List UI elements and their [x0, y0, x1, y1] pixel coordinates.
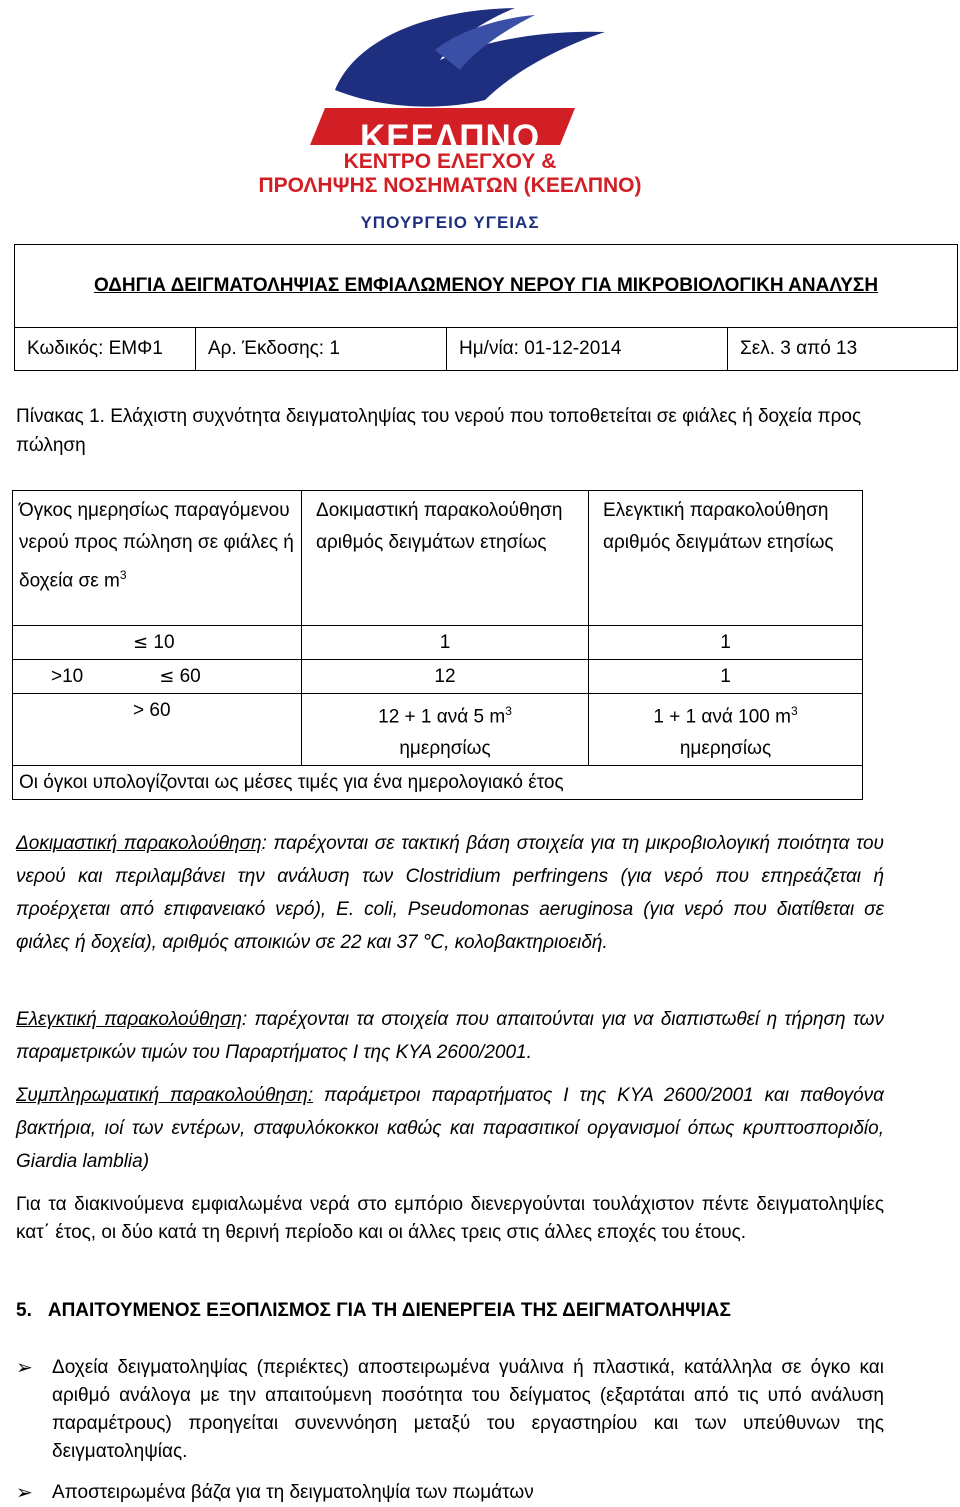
volume-cell [13, 694, 302, 766]
document-title: ΟΔΗΓΙΑ ΔΕΙΓΜΑΤΟΛΗΨΙΑΣ ΕΜΦΙΑΛΩΜΕΝΟΥ ΝΕΡΟΥ ΓΙΑ ΜΙΚΡΟΒΙΟΛΟΓΙΚΗ ΑΝΑΛΥΣΗ [15, 245, 958, 328]
list-item-text: Δοχεία δειγματοληψίας (περιέκτες) αποστειρωμένα γυάλινα ή πλαστικά, κατάλληλα σε όγκο και αριθμό ανάλογα με την απαιτούμενη ποσότητα του δείγματος (εξαρτάται από τις υπό ανάλυση παραμέτρους) προηγείται συνεννόηση μεταξύ του εργαστηρίου και των υπεύθυνων της δειγματοληψίας. [52, 1357, 884, 1462]
table-row [13, 694, 863, 766]
superscript: 3 [790, 704, 798, 718]
list-item [16, 1354, 884, 1466]
paragraph-text: : παρέχονται τα στοιχεία που απαιτούνται για να διαπιστωθεί η τήρηση των παραμετρικών τιμών του Παραρτήματος Ι της ΚΥΑ 2600/2001. [16, 1009, 884, 1063]
paragraph-distribution: Για τα διακινούμενα εμφιαλωμένα νερά στο εμπόριο διενεργούνται τουλάχιστον πέντε δειγματοληψίες κατ΄ έτος, οι δύο κατά τη θερινή περίοδο και οι άλλες τρεις στις άλλες εποχές του έτους. [16, 1194, 884, 1243]
list-item [16, 1479, 884, 1507]
paragraph-test-monitoring [16, 827, 884, 959]
paragraph-control-monitoring [16, 1003, 884, 1069]
control-cell: 1 [589, 626, 863, 660]
le-symbol: ≤ [133, 631, 149, 653]
superscript: 3 [119, 568, 127, 582]
table-row [13, 766, 863, 800]
volume-cell [13, 660, 302, 694]
table-row [13, 626, 863, 660]
organization-logo [185, 0, 715, 238]
table-caption: Πίνακας 1. Ελάχιστη συχνότητα δειγματοληψίας του νερού που τοποθετείται σε φιάλες ή δοχεία προς πώληση [16, 406, 862, 456]
col-header-volume [13, 491, 302, 626]
control-cell [589, 694, 863, 766]
paragraph-text: : παρέχονται σε τακτική βάση στοιχεία για τη μικροβιολογική ποιότητα του νερού και περιλαμβάνει την ανάλυση των Clostridium perfringens (για νερό που επηρεάζεται ή προέρχεται από επιφανειακό νερό), E. coli, Pseudomonas aeruginosa (για νερό που διατίθεται σε φιάλες ή δοχεία), αριθμός αποικιών σε 22 και 37 ℃, κολοβακτηριοειδή. [16, 833, 885, 953]
document-header-table [14, 244, 958, 371]
arrow-bullet-icon: ➢ [16, 1357, 33, 1379]
le-symbol: ≤ [159, 665, 175, 687]
volume-value: > 60 [133, 700, 171, 721]
document-page: Σελ. 3 από 13 [740, 338, 858, 359]
document-code: Κωδικός: ΕΜΦ1 [27, 338, 163, 359]
logo-org-line2: ΠΡΟΛΗΨΗΣ ΝΟΣΗΜΑΤΩΝ (ΚΕΕΛΠΝΟ) [258, 174, 642, 197]
paragraph-text: παράμετροι παραρτήματος Ι της ΚΥΑ 2600/2001 και παθογόνα βακτήρια, ιοί των εντέρων, σταφυλόκοκκοι καθώς και παρασιτικοί οργανισμοί όπως κρυπτοσποριδίο, Giardia lamblia) [16, 1085, 884, 1172]
table-row [13, 660, 863, 694]
volume-lower: >10 [51, 665, 84, 687]
section-title: ΑΠΑΙΤΟΥΜΕΝΟΣ ΕΞΟΠΛΙΣΜΟΣ ΓΙΑ ΤΗ ΔΙΕΝΕΡΓΕΙΑ ΤΗΣ ΔΕΙΓΜΑΤΟΛΗΨΙΑΣ [47, 1300, 731, 1321]
volume-value: 10 [153, 631, 175, 653]
volume-cell [13, 626, 302, 660]
test-cell: 1 [302, 626, 589, 660]
arrow-bullet-icon: ➢ [16, 1482, 33, 1504]
test-value: 12 + 1 ανά 5 m [378, 706, 506, 728]
list-item-text: Αποστειρωμένα βάζα για τη δειγματοληψία των πωμάτων [52, 1482, 534, 1503]
control-value-unit: ημερησίως [679, 738, 772, 760]
logo-acronym: ΚΕΕΛΠΝΟ [359, 118, 541, 157]
section-number: 5. [16, 1300, 32, 1321]
logo-org-line1: ΚΕΝΤΡΟ ΕΛΕΓΧΟΥ & [343, 150, 557, 173]
section-heading [16, 1300, 731, 1322]
col-header-control: Ελεγκτική παρακολούθηση αριθμός δειγμάτων ετησίως [589, 491, 863, 626]
document-edition: Αρ. Έκδοσης: 1 [208, 338, 340, 359]
sampling-frequency-table [12, 490, 863, 800]
volume-upper: 60 [179, 665, 201, 687]
paragraph-supplementary-monitoring [16, 1079, 884, 1178]
term-supplementary-monitoring: Συμπληρωματική παρακολούθηση: [16, 1085, 314, 1106]
col-header-test: Δοκιμαστική παρακολούθηση αριθμός δειγμάτων ετησίως [302, 491, 589, 626]
test-cell [302, 694, 589, 766]
col-header-volume-text: Όγκος ημερησίως παραγόμενου νερού προς πώληση σε φιάλες ή δοχεία σε m [19, 500, 294, 592]
logo-ministry: ΥΠΟΥΡΓΕΙΟ ΥΓΕΙΑΣ [360, 213, 540, 232]
document-date: Ημ/νία: 01-12-2014 [459, 338, 622, 359]
term-control-monitoring: Ελεγκτική παρακολούθηση [16, 1009, 242, 1030]
term-test-monitoring: Δοκιμαστική παρακολούθηση [16, 833, 262, 854]
superscript: 3 [505, 704, 512, 718]
test-value-unit: ημερησίως [399, 738, 491, 760]
table-note: Οι όγκοι υπολογίζονται ως μέσες τιμές για ένα ημερολογιακό έτος [13, 766, 863, 800]
control-cell: 1 [589, 660, 863, 694]
test-cell: 12 [302, 660, 589, 694]
control-value: 1 + 1 ανά 100 m [653, 706, 791, 728]
